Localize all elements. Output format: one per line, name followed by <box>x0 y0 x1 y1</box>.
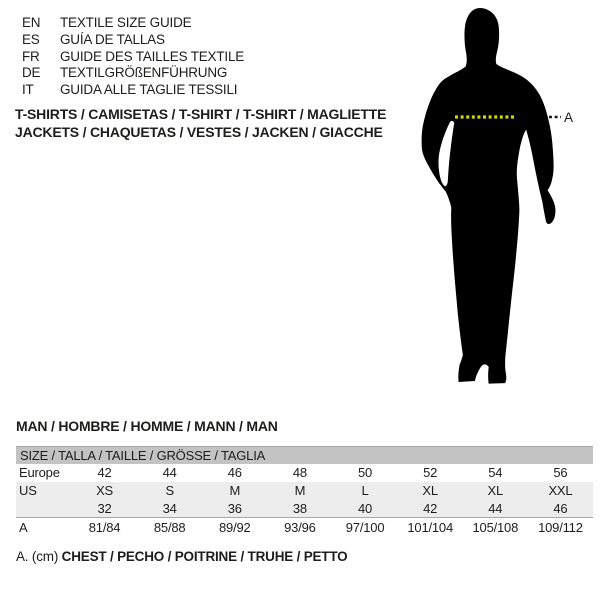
footnote-unit: (cm) <box>31 549 59 564</box>
section-title-man: MAN / HOMBRE / HOMME / MANN / MAN <box>16 418 278 434</box>
table-cell: 81/84 <box>72 518 137 537</box>
row-label: A <box>16 518 72 537</box>
table-cell: 109/112 <box>528 518 593 537</box>
table-cell: XS <box>96 483 114 498</box>
language-label: GUIDA ALLE TAGLIE TESSILI <box>60 82 238 98</box>
table-cell: 97/100 <box>333 518 398 537</box>
table-cell: 93/96 <box>267 518 332 537</box>
table-cell: 44 <box>488 500 503 516</box>
footnote-marker: A. <box>16 549 29 564</box>
language-code: IT <box>22 82 34 98</box>
size-table <box>16 446 593 537</box>
language-row-fr <box>22 49 244 66</box>
table-cell: 38 <box>292 500 307 516</box>
table-cell: 101/104 <box>398 518 463 537</box>
table-cell: 34 <box>162 500 177 516</box>
table-cell: 89/92 <box>202 518 267 537</box>
row-label <box>16 500 72 518</box>
table-cell: 50 <box>358 465 373 480</box>
table-cell: 40 <box>358 500 373 516</box>
table-cell: 44 <box>162 465 177 480</box>
language-row-it <box>22 82 244 99</box>
table-cell: 105/108 <box>463 518 528 537</box>
size-table-header-row <box>16 447 593 464</box>
measure-label-a: A <box>564 109 573 125</box>
language-label: TEXTILGRÖßENFÜHRUNG <box>60 65 228 81</box>
language-code: EN <box>22 15 41 30</box>
language-code: ES <box>22 31 40 47</box>
table-cell: L <box>361 483 369 498</box>
category-list <box>15 106 386 141</box>
man-silhouette <box>422 8 556 384</box>
table-row-chest-a <box>16 518 593 537</box>
row-label: US <box>19 483 37 498</box>
table-row-alt-size <box>16 500 593 518</box>
language-row-en <box>22 15 244 32</box>
table-cell: S <box>165 483 174 498</box>
language-row-es <box>22 32 244 49</box>
footnote-chest <box>16 549 347 564</box>
table-cell: 36 <box>227 500 242 516</box>
table-cell: 42 <box>97 465 112 480</box>
table-row-us <box>16 482 593 500</box>
table-cell: 42 <box>423 500 438 516</box>
category-line-tshirts: T-SHIRTS / CAMISETAS / T-SHIRT / T-SHIRT / MAGLIETTE <box>15 106 387 122</box>
table-cell: 54 <box>488 465 503 480</box>
footnote-label: CHEST / PECHO / POITRINE / TRUHE / PETTO <box>61 549 348 564</box>
table-cell: XL <box>422 483 438 498</box>
language-list <box>22 15 244 99</box>
table-cell: M <box>229 483 241 498</box>
language-label: GUÍA DE TALLAS <box>60 31 165 47</box>
language-label: TEXTILE SIZE GUIDE <box>60 15 192 30</box>
size-table-header-label: SIZE / TALLA / TAILLE / GRÖSSE / TAGLIA <box>16 447 593 464</box>
table-cell: 48 <box>292 465 307 480</box>
table-row-europe <box>16 464 593 482</box>
row-label: Europe <box>19 465 60 480</box>
man-silhouette-svg <box>400 0 600 400</box>
table-cell: 46 <box>553 500 568 516</box>
man-figure <box>400 0 600 400</box>
table-cell: M <box>294 483 306 498</box>
table-cell: 46 <box>227 465 242 480</box>
size-table-wrap <box>16 446 593 537</box>
language-row-de <box>22 65 244 82</box>
table-cell: 52 <box>423 465 438 480</box>
table-cell: XXL <box>548 483 573 498</box>
table-cell: 32 <box>97 500 112 516</box>
table-cell: 85/88 <box>137 518 202 537</box>
table-cell: XL <box>487 483 504 498</box>
category-line-jackets: JACKETS / CHAQUETAS / VESTES / JACKEN / GIACCHE <box>15 123 383 140</box>
language-code: FR <box>22 48 40 64</box>
language-code: DE <box>22 65 41 81</box>
language-label: GUIDE DES TAILLES TEXTILE <box>60 48 245 64</box>
table-cell: 56 <box>553 465 568 480</box>
